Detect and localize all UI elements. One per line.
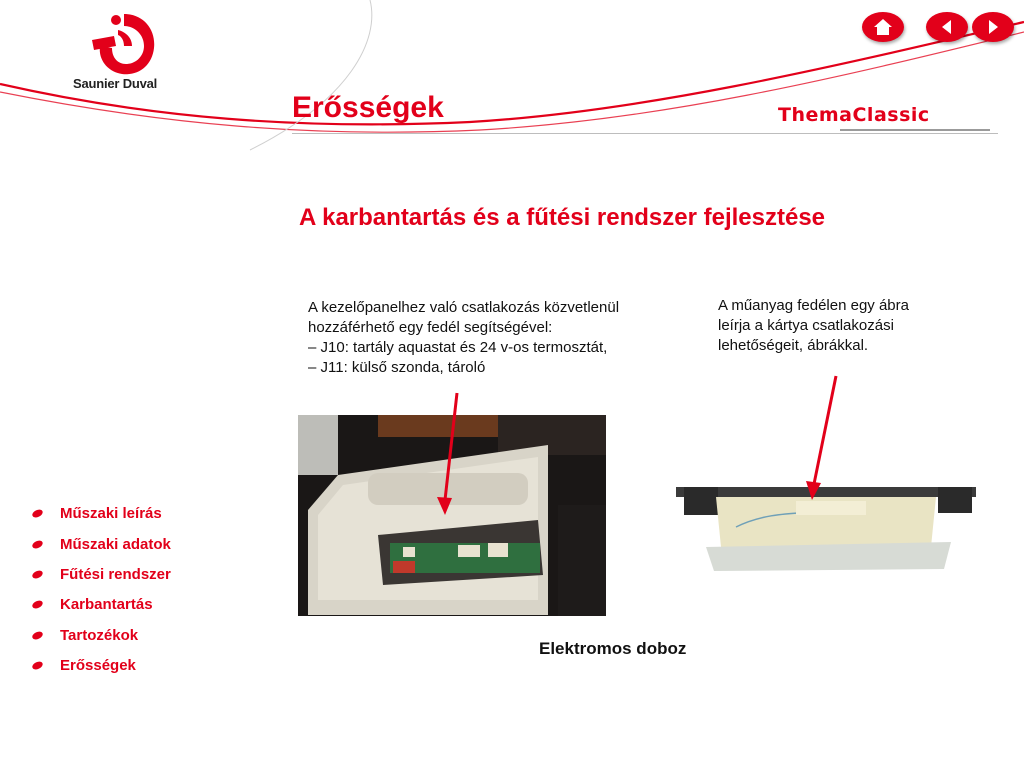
bullet-icon (31, 569, 44, 580)
bullet-icon (31, 599, 44, 610)
forward-button[interactable] (972, 12, 1014, 42)
saunier-duval-logo-icon (88, 10, 160, 80)
product-logo: ThemaClassic (778, 104, 930, 126)
left-description-line: – J11: külső szonda, tároló (308, 359, 486, 376)
side-nav-label: Műszaki adatok (60, 536, 171, 553)
side-nav-item-muszaki-adatok[interactable] (32, 536, 171, 553)
left-description-line: – J10: tartály aquastat és 24 v-os termosztát, (308, 339, 608, 356)
photo-caption: Elektromos doboz (539, 639, 687, 658)
side-nav-item-erossegek[interactable] (32, 657, 136, 674)
side-nav-item-tartozekok[interactable] (32, 627, 138, 644)
plastic-cover-photo (676, 487, 976, 573)
title-divider (292, 133, 998, 134)
right-description (718, 296, 909, 356)
bullet-icon (31, 539, 44, 550)
side-nav-label: Tartozékok (60, 627, 139, 644)
home-button[interactable] (862, 12, 904, 42)
side-nav-item-karbantartas[interactable] (32, 596, 153, 613)
left-description (308, 298, 619, 378)
bullet-icon (31, 630, 44, 641)
arrow-right-icon (984, 18, 1002, 36)
left-description-line: A kezelőpanelhez való csatlakozás közvetlenül (308, 299, 620, 316)
side-nav-label: Karbantartás (60, 596, 153, 613)
left-description-line: hozzáférhető egy fedél segítségével: (308, 319, 553, 336)
right-description-line: A műanyag fedélen egy ábra (718, 297, 909, 314)
bullet-icon (31, 508, 44, 519)
bullet-icon (31, 660, 44, 671)
side-nav-item-muszaki-leiras[interactable] (32, 505, 162, 522)
side-nav-label: Erősségek (60, 657, 136, 674)
side-nav-item-futesi-rendszer[interactable] (32, 566, 171, 583)
right-description-line: leírja a kártya csatlakozási (718, 317, 894, 334)
section-subtitle: A karbantartás és a fűtési rendszer fejlesztése (299, 204, 826, 231)
product-logo-underline (840, 129, 990, 131)
side-nav-label: Fűtési rendszer (60, 566, 171, 583)
back-button[interactable] (926, 12, 968, 42)
electrical-box-photo (298, 415, 606, 616)
home-icon (872, 17, 894, 37)
page-title: Erősségek (292, 91, 444, 124)
brand-name: Saunier Duval (73, 76, 158, 91)
arrow-left-icon (938, 18, 956, 36)
side-nav-label: Műszaki leírás (60, 505, 162, 522)
right-description-line: lehetőségeit, ábrákkal. (718, 337, 869, 354)
